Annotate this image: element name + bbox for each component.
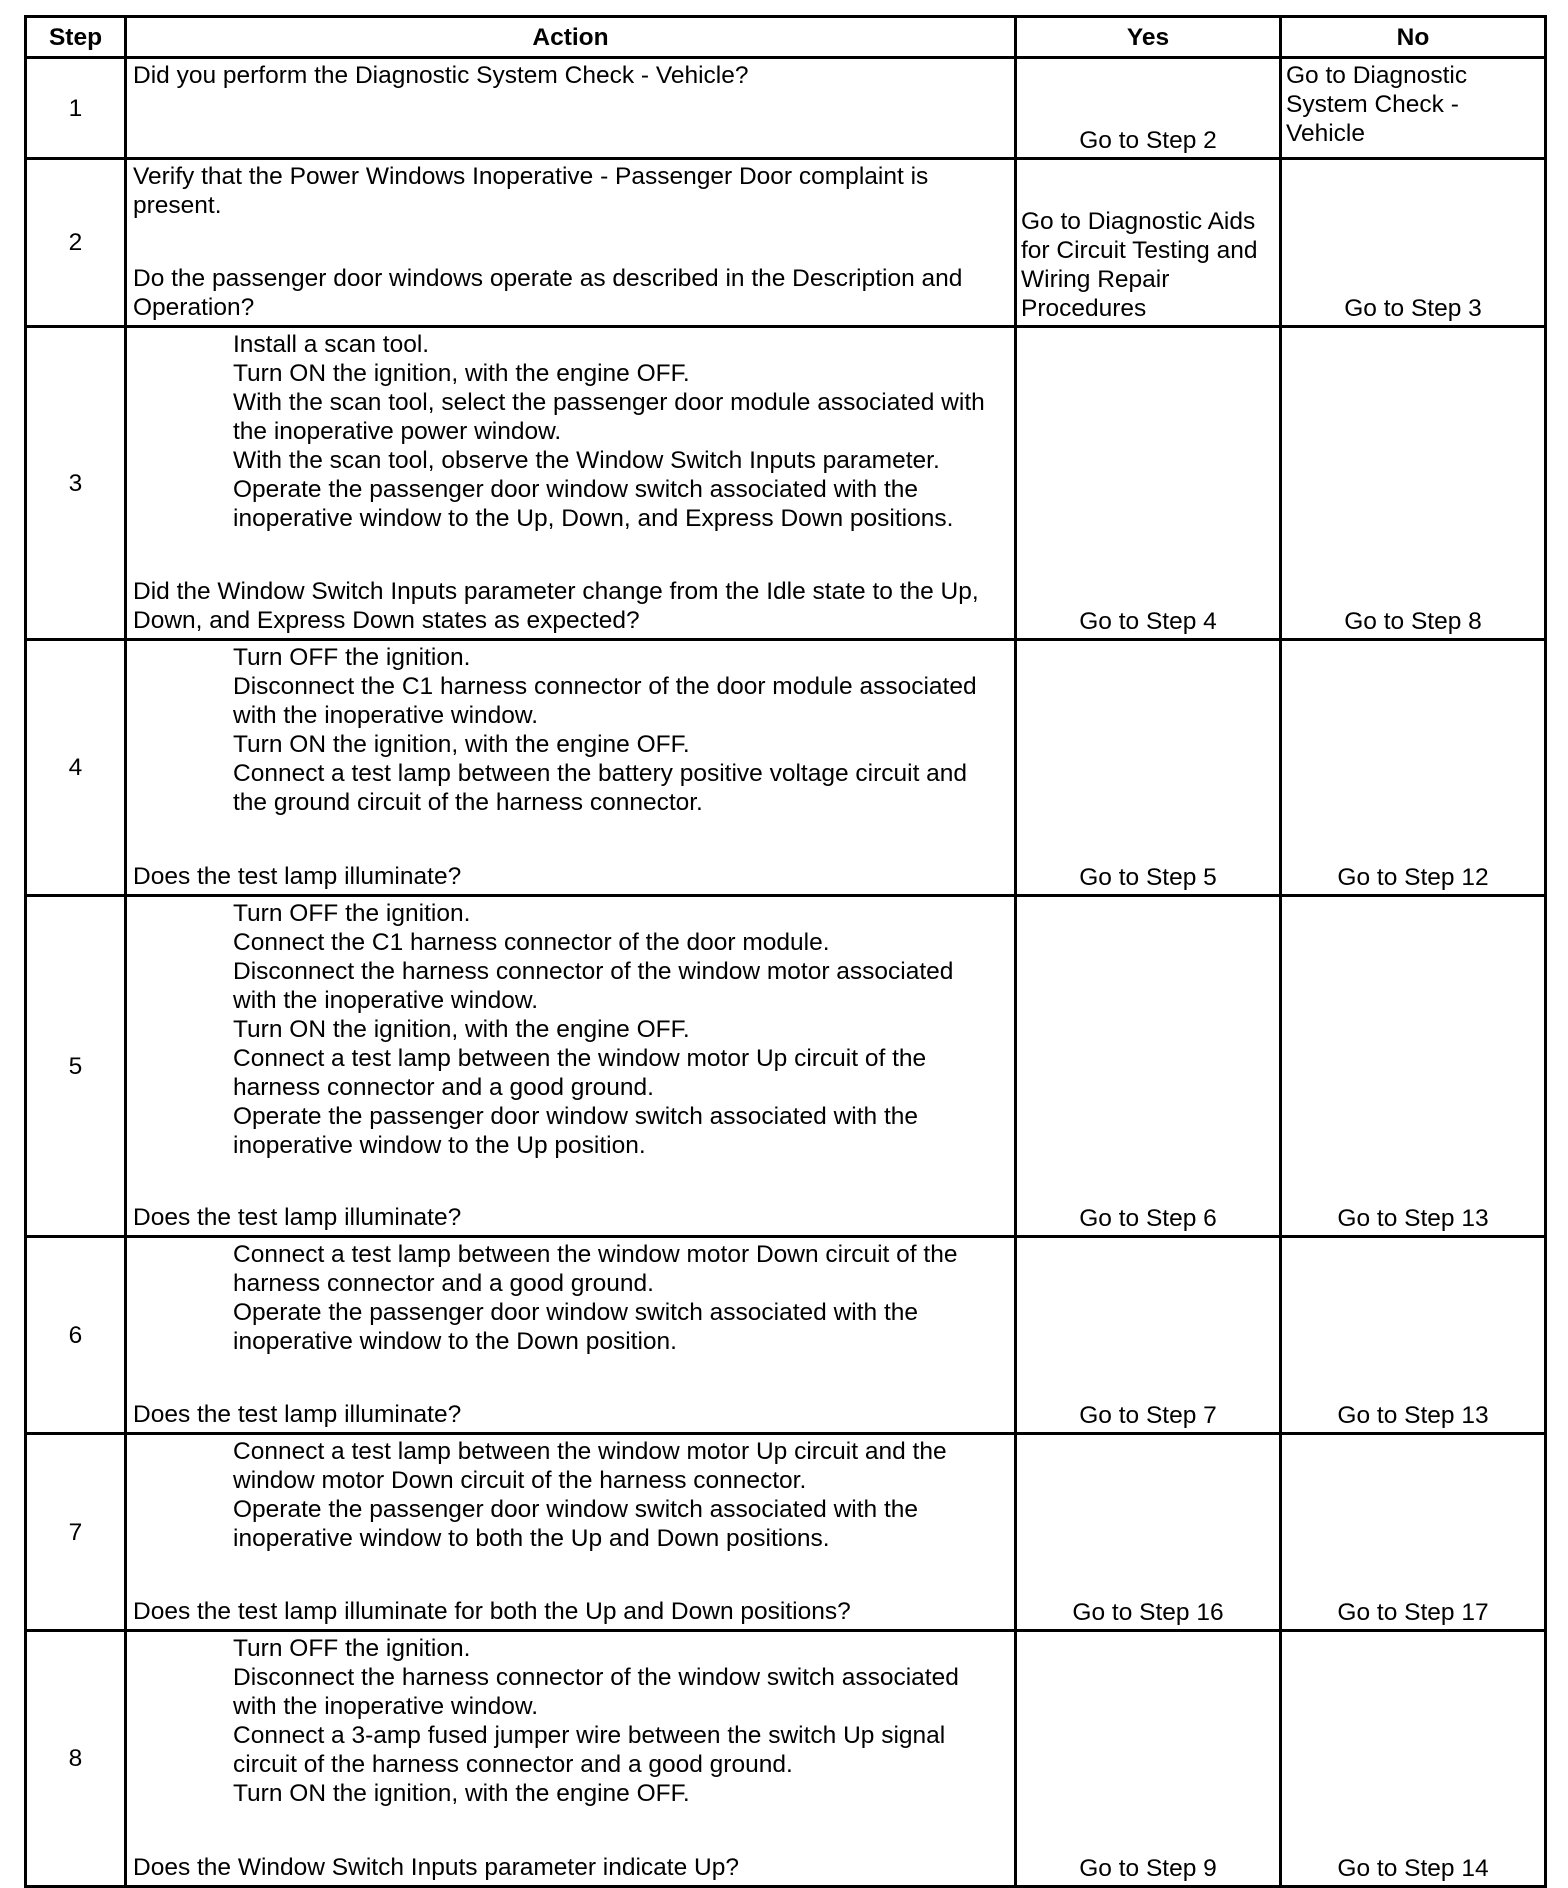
yes-cell: Go to Step 7 — [1016, 1237, 1281, 1434]
diagnostic-table — [24, 15, 1547, 1888]
action-cell — [126, 896, 1016, 1237]
action-cell — [126, 640, 1016, 896]
no-cell: Go to Step 14 — [1281, 1631, 1546, 1887]
yes-cell: Go to Step 16 — [1016, 1434, 1281, 1631]
table-row — [26, 159, 1546, 327]
header-action: Action — [126, 17, 1016, 58]
yes-cell: Go to Step 9 — [1016, 1631, 1281, 1887]
table-row — [26, 327, 1546, 640]
action-question: Does the test lamp illuminate for both the Up and Down positions? — [133, 1598, 851, 1625]
action-cell — [126, 159, 1016, 327]
step-number: 5 — [26, 896, 126, 1237]
action-intro: Verify that the Power Windows Inoperative - Passenger Door complaint is present. — [133, 163, 929, 219]
action-cell — [126, 1237, 1016, 1434]
yes-cell: Go to Diagnostic Aids for Circuit Testing and Wiring Repair Procedures — [1016, 159, 1281, 327]
table-row — [26, 1237, 1546, 1434]
step-number: 2 — [26, 159, 126, 327]
yes-cell: Go to Step 4 — [1016, 327, 1281, 640]
step-number: 7 — [26, 1434, 126, 1631]
no-cell: Go to Diagnostic System Check - Vehicle — [1281, 58, 1546, 159]
step-number: 6 — [26, 1237, 126, 1434]
step-number: 3 — [26, 327, 126, 640]
yes-cell: Go to Step 2 — [1016, 58, 1281, 159]
action-cell — [126, 1434, 1016, 1631]
action-steps: Turn OFF the ignition. Disconnect the harness connector of the window switch associated with the inoperative window. Connect a 3-amp fused jumper wire between the switch Up signal circuit of the harness connector and a good ground. Turn ON the ignition, with the engine OFF. — [233, 1635, 959, 1807]
table-row — [26, 58, 1546, 159]
header-row — [26, 17, 1546, 58]
yes-cell: Go to Step 6 — [1016, 896, 1281, 1237]
yes-cell: Go to Step 5 — [1016, 640, 1281, 896]
table-row — [26, 1434, 1546, 1631]
action-question: Do the passenger door windows operate as described in the Description and Operation? — [133, 265, 963, 321]
no-cell: Go to Step 12 — [1281, 640, 1546, 896]
no-cell: Go to Step 17 — [1281, 1434, 1546, 1631]
step-number: 8 — [26, 1631, 126, 1887]
no-cell: Go to Step 8 — [1281, 327, 1546, 640]
header-yes: Yes — [1016, 17, 1281, 58]
action-cell — [126, 58, 1016, 159]
no-cell: Go to Step 3 — [1281, 159, 1546, 327]
table-row — [26, 640, 1546, 896]
action-cell — [126, 1631, 1016, 1887]
action-cell — [126, 327, 1016, 640]
action-steps: Connect a test lamp between the window motor Down circuit of the harness connector and a good ground. Operate the passenger door window switch associated with the inoperative window to the Down position. — [233, 1241, 958, 1355]
step-number: 1 — [26, 58, 126, 159]
table-row — [26, 1631, 1546, 1887]
action-steps: Turn OFF the ignition. Connect the C1 harness connector of the door module. Disconnect the harness connector of the window motor associated with the inoperative window. Turn ON the ignition, with the engine OFF. Connect a test lamp between the window motor Up circuit of the harness connector and a good ground. Operate the passenger door window switch associated with the inoperative window to the Up position. — [233, 900, 954, 1159]
table-row — [26, 896, 1546, 1237]
action-question: Did the Window Switch Inputs parameter change from the Idle state to the Up, Down, and Express Down states as expected? — [133, 578, 979, 634]
header-no: No — [1281, 17, 1546, 58]
action-steps: Connect a test lamp between the window motor Up circuit and the window motor Down circuit of the harness connector. Operate the passenger door window switch associated with the inoperative window to both the Up and Down positions. — [233, 1438, 947, 1552]
action-question: Does the test lamp illuminate? — [133, 1401, 462, 1428]
header-step: Step — [26, 17, 126, 58]
action-steps: Turn OFF the ignition. Disconnect the C1 harness connector of the door module associated with the inoperative window. Turn ON the ignition, with the engine OFF. Connect a test lamp between the battery positive voltage circuit and the ground circuit of the harness connector. — [233, 644, 977, 816]
no-cell: Go to Step 13 — [1281, 1237, 1546, 1434]
action-steps: Install a scan tool. Turn ON the ignition, with the engine OFF. With the scan tool, select the passenger door module associated with the inoperative power window. With the scan tool, observe the Window Switch Inputs parameter. Operate the passenger door window switch associated with the inoperative window to the Up, Down, and Express Down positions. — [233, 331, 985, 532]
step-number: 4 — [26, 640, 126, 896]
action-question: Does the Window Switch Inputs parameter indicate Up? — [133, 1854, 739, 1881]
action-question: Does the test lamp illuminate? — [133, 863, 462, 890]
action-intro: Did you perform the Diagnostic System Check - Vehicle? — [133, 62, 749, 89]
no-cell: Go to Step 13 — [1281, 896, 1546, 1237]
action-question: Does the test lamp illuminate? — [133, 1204, 462, 1231]
